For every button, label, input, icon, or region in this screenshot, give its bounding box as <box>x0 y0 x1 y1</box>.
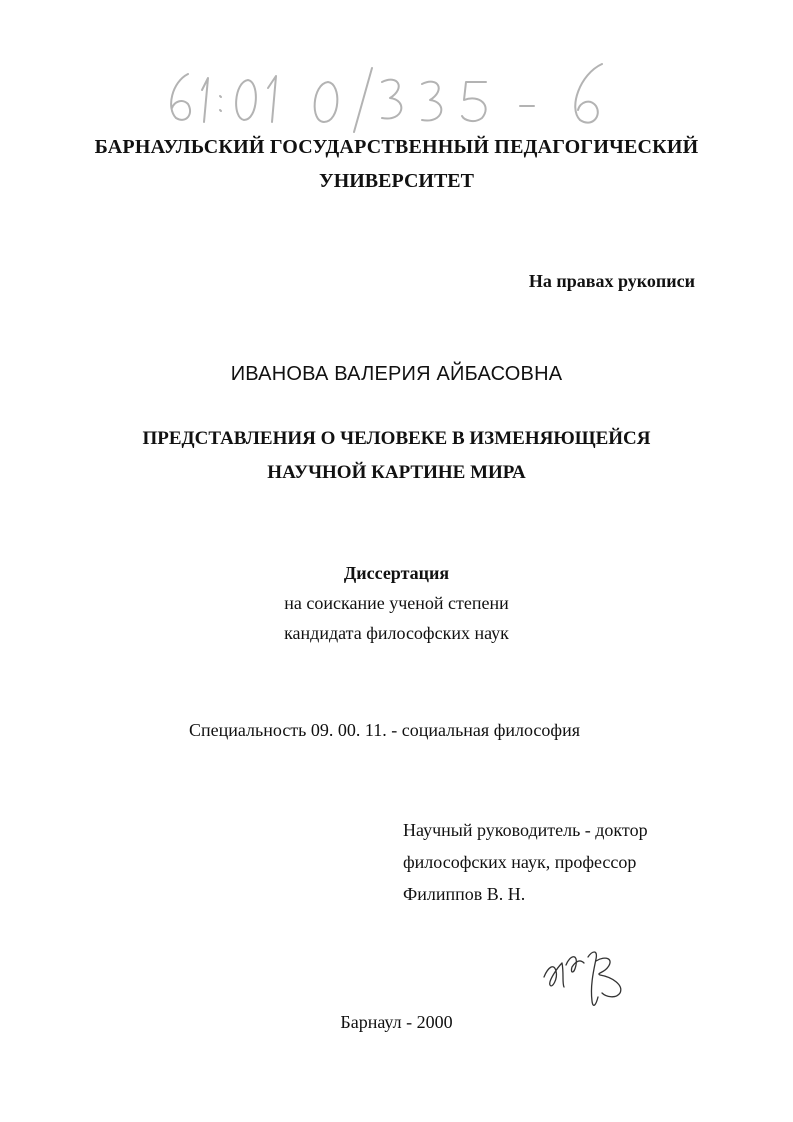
signature <box>540 945 635 1015</box>
author-name: ИВАНОВА ВАЛЕРИЯ АЙБАСОВНА <box>230 363 563 385</box>
supervisor-line1: Научный руководитель - доктор <box>403 820 648 840</box>
dissertation-title-line1: ПРЕДСТАВЛЕНИЯ О ЧЕЛОВЕКЕ В ИЗМЕНЯЮЩЕЙСЯ <box>142 428 651 449</box>
institution-name-line1: БАРНАУЛЬСКИЙ ГОСУДАРСТВЕННЫЙ ПЕДАГОГИЧЕСКИЙ <box>94 136 699 158</box>
degree-line1: на соискание ученой степени <box>284 593 509 613</box>
degree-line2: кандидата философских наук <box>284 623 509 643</box>
rights-note: На правах рукописи <box>528 271 695 291</box>
institution-name-line2: УНИВЕРСИТЕТ <box>319 170 474 192</box>
supervisor-line2: философских наук, профессор <box>403 852 637 872</box>
degree-heading: Диссертация <box>343 563 450 583</box>
dissertation-title-line2: НАУЧНОЙ КАРТИНЕ МИРА <box>267 462 526 483</box>
place-and-year: Барнаул - 2000 <box>340 1012 453 1032</box>
archive-number-stamp <box>150 60 630 140</box>
specialty: Специальность 09. 00. 11. - социальная философия <box>189 720 580 740</box>
supervisor-name: Филиппов В. Н. <box>403 884 526 904</box>
